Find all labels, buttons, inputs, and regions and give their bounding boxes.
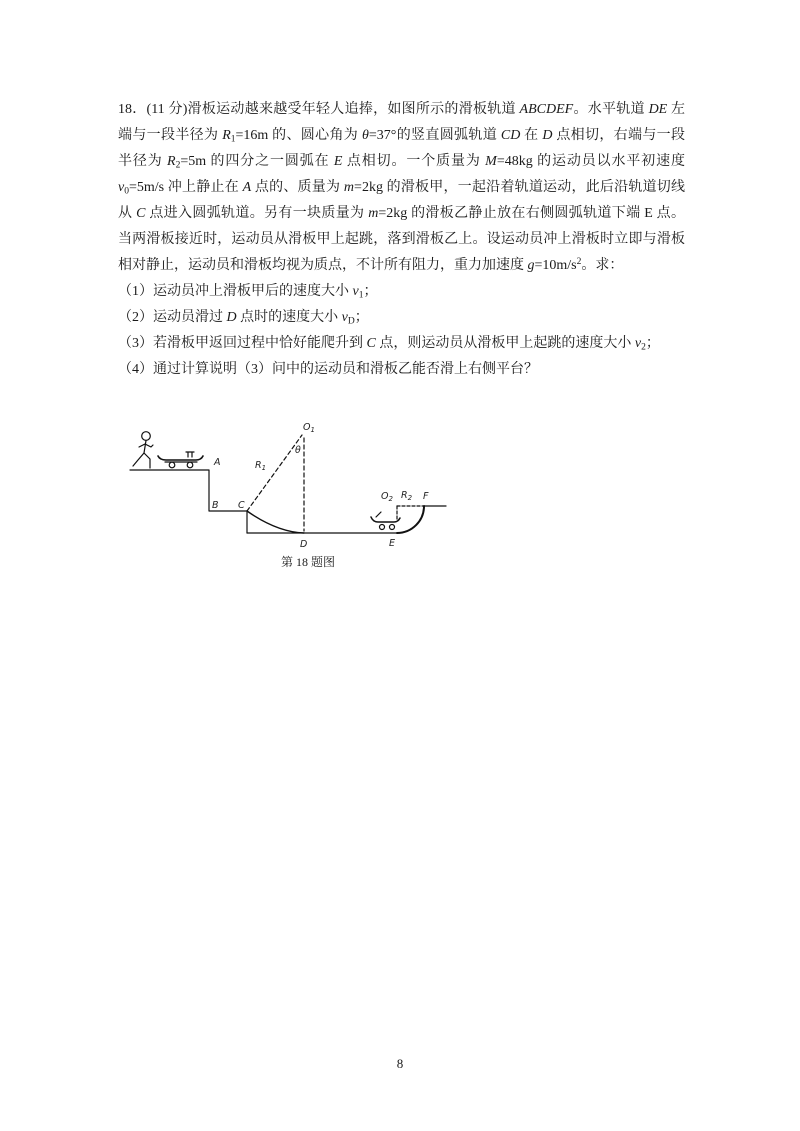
skateboard-yi-wheel <box>380 525 385 530</box>
subscript: D <box>347 316 355 327</box>
text-run: （2）运动员滑过 <box>118 310 227 325</box>
text-run: 点时的速度大小 <box>236 310 342 325</box>
text-run: 点进入圆弧轨道。另有一块质量为 <box>145 206 369 221</box>
text-run: =16m 的、圆心角为 <box>235 128 362 143</box>
label-point-e: E <box>389 538 396 549</box>
arc-ef <box>397 506 424 533</box>
text-run: 。求： <box>581 258 624 273</box>
subscript: 2 <box>641 342 646 353</box>
variable: M <box>485 154 497 169</box>
label-point-d: D <box>300 539 308 550</box>
label-o2 <box>381 491 393 503</box>
skater-arms <box>139 444 153 447</box>
label-r2-main: R <box>401 490 408 501</box>
problem-18 <box>118 97 685 383</box>
subscript: 0 <box>124 186 129 197</box>
variable: m <box>343 180 355 195</box>
variable: g <box>527 258 535 273</box>
text-run: =37°的竖直圆弧轨道 <box>368 128 501 143</box>
problem-stem-line-3 <box>118 149 685 175</box>
figure-caption: 第 18 题图 <box>281 555 336 569</box>
variable: v <box>634 336 642 351</box>
text-run: 18．(11 分)滑板运动越来越受年轻人追捧，如图所示的滑板轨道 <box>118 102 520 117</box>
text-run: =48kg 的运动员以水平初速度 <box>496 154 686 169</box>
variable: m <box>368 206 379 221</box>
text-run: 半径为 <box>118 154 168 169</box>
text-run: 点的、质量为 <box>251 180 344 195</box>
label-point-c: C <box>238 500 245 511</box>
problem-stem-line-5 <box>118 201 685 227</box>
variable: R <box>222 128 231 143</box>
skater-head <box>142 432 151 441</box>
variable: R <box>167 154 176 169</box>
text-run: ； <box>645 336 660 351</box>
skateboard-yi <box>371 512 400 530</box>
variable: v <box>352 284 359 299</box>
label-r2 <box>401 490 413 502</box>
text-run: ； <box>354 310 369 325</box>
text-run: 在 <box>520 128 543 143</box>
text-run: 端与一段半径为 <box>118 128 223 143</box>
skater-figure <box>133 432 153 468</box>
problem-stem-line-4 <box>118 175 685 201</box>
text-run: 从 <box>118 206 137 221</box>
label-r1 <box>255 460 266 472</box>
label-point-f: F <box>423 491 429 502</box>
label-point-b: B <box>212 500 219 511</box>
problem-stem-line-2 <box>118 123 685 149</box>
variable: D <box>542 128 553 143</box>
variable: v <box>341 310 348 325</box>
variable: θ <box>361 128 369 143</box>
text-run: （3）若滑板甲返回过程中恰好能爬升到 <box>118 336 367 351</box>
text-run: 点，则运动员从滑板甲上起跳的速度大小 <box>375 336 635 351</box>
radius-r1-dashed-line <box>247 435 302 511</box>
problem-stem-line-7 <box>118 253 685 279</box>
text-run: 当两滑板接近时，运动员从滑板甲上起跳，落到滑板乙上。设运动员冲上滑板时立即与滑板 <box>118 232 685 247</box>
label-o1-main: O <box>303 422 311 433</box>
label-o2-sub: 2 <box>388 495 393 503</box>
variable: E <box>333 154 343 169</box>
skater-legs <box>133 453 150 468</box>
skateboard-jia-wheel <box>169 462 175 468</box>
problem-stem-line-6 <box>118 227 685 253</box>
text-run: =5m 的四分之一圆弧在 <box>180 154 334 169</box>
superscript: 2 <box>576 256 582 267</box>
text-run: 相对静止，运动员和滑板均视为质点，不计所有阻力，重力加速度 <box>118 258 528 273</box>
subscript: 1 <box>358 290 364 301</box>
text-run: 左 <box>667 102 686 117</box>
track-a-b-c <box>130 470 247 511</box>
skateboard-yi-deck <box>371 517 400 522</box>
variable: CD <box>500 128 521 143</box>
variable: D <box>226 310 237 325</box>
text-run: 。水平轨道 <box>573 102 649 117</box>
arc-cd <box>247 511 304 533</box>
variable: v <box>118 180 125 195</box>
question-3 <box>118 331 685 357</box>
text-run: （1）运动员冲上滑板甲后的速度大小 <box>118 284 353 299</box>
label-r2-sub: 2 <box>407 494 413 502</box>
text-run: ； <box>363 284 378 299</box>
variable: C <box>136 206 146 221</box>
skateboard-jia-handle <box>186 452 194 457</box>
question-2 <box>118 305 685 331</box>
subscript: 1 <box>230 134 236 145</box>
text-run: 点相切，右端与一段 <box>552 128 686 143</box>
text-run: 点相切。一个质量为 <box>342 154 486 169</box>
text-run: =2kg 的滑板甲，一起沿着轨道运动，此后沿轨道切线 <box>354 180 685 195</box>
skateboard-jia <box>158 452 203 468</box>
skateboard-jia-wheel <box>187 462 193 468</box>
variable: C <box>366 336 376 351</box>
variable: A <box>242 180 252 195</box>
label-theta: θ <box>295 445 301 456</box>
variable: ABCDEF <box>519 102 574 117</box>
skateboard-jia-deck <box>158 456 203 460</box>
label-r1-sub: 1 <box>261 464 267 472</box>
page-number: 8 <box>396 1056 404 1071</box>
label-point-a: A <box>214 457 221 468</box>
question-1 <box>118 279 685 305</box>
label-o2-main: O <box>381 491 389 502</box>
track-diagram <box>120 408 460 558</box>
variable: DE <box>648 102 668 117</box>
text-run: =10m/s <box>534 258 577 273</box>
label-o1-sub: 1 <box>310 426 315 434</box>
question-4 <box>118 357 685 383</box>
subscript: 2 <box>175 160 181 171</box>
label-r1-main: R <box>255 460 262 471</box>
skateboard-yi-mark <box>376 512 381 517</box>
problem-stem-line-1 <box>118 97 685 123</box>
skateboard-yi-wheel <box>390 525 395 530</box>
text-run: （4）通过计算说明（3）问中的运动员和滑板乙能否滑上右侧平台？ <box>118 362 538 377</box>
text-run: =5m/s 冲上静止在 <box>128 180 243 195</box>
text-run: =2kg 的滑板乙静止放在右侧圆弧轨道下端 E 点。 <box>378 206 685 221</box>
skater-body <box>144 441 146 454</box>
label-o1 <box>303 422 315 434</box>
